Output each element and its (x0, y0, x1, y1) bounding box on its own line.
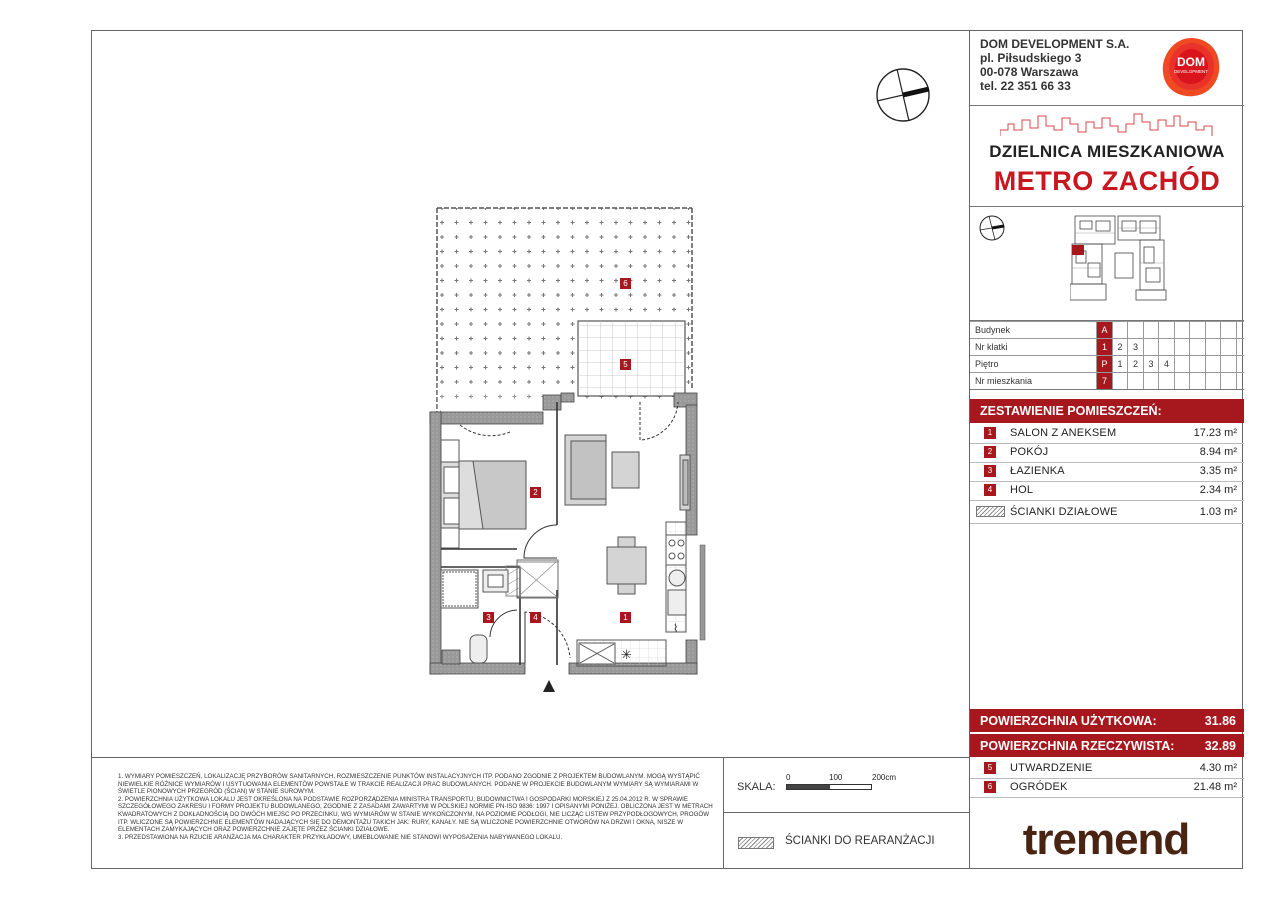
location-grid-label: Piętro (975, 359, 999, 369)
room-area: 17.23 m² (1193, 427, 1237, 439)
location-grid-cell (1189, 356, 1205, 373)
walls-hatch-swatch (976, 506, 1005, 517)
company-city: 00-078 Warszawa (980, 65, 1079, 79)
room-name: OGRÓDEK (1010, 781, 1068, 793)
location-grid-cell: 1 (1112, 356, 1128, 373)
location-grid-cell (1158, 373, 1174, 390)
company-street: pl. Piłsudskiego 3 (980, 51, 1082, 65)
room-name: SALON Z ANEKSEM (1010, 427, 1117, 439)
room-area: 3.35 m² (1199, 465, 1237, 477)
scale-tick-100: 100 (829, 773, 843, 782)
plan-tag-hol: 4 (530, 612, 541, 623)
location-grid-cell (1112, 373, 1128, 390)
terrace-area (578, 321, 685, 396)
usable-area-bar (970, 709, 1244, 732)
footer-divider-h (723, 812, 969, 813)
key-plan-site-icon (1070, 213, 1195, 303)
location-grid-cell: 3 (1127, 339, 1143, 356)
room-row-hol (970, 481, 1244, 501)
footer-divider (91, 757, 969, 758)
location-grid-cell (1236, 373, 1252, 390)
actual-area-value: 32.89 (1204, 739, 1236, 753)
location-grid-cell: 2 (1127, 356, 1143, 373)
tremend-logo: tremend (1022, 815, 1190, 864)
rearrange-legend: ŚCIANKI DO REARANŻACJI (785, 835, 935, 847)
key-plan-compass-icon (976, 213, 1010, 245)
brand-title: METRO ZACHÓD (993, 166, 1221, 196)
room-name: ŁAZIENKA (1010, 465, 1065, 477)
info-panel (969, 30, 1243, 869)
location-grid-cell (1127, 322, 1143, 339)
skyline-icon (1000, 112, 1215, 138)
plan-tag-ogrodek: 6 (620, 278, 631, 289)
location-grid-cell: 1 (1096, 339, 1112, 356)
logo-text-development: DEVELOPMENT (1173, 69, 1208, 74)
location-grid-cell (1143, 373, 1159, 390)
room-number: 1 (984, 427, 996, 439)
location-grid-cell: 3 (1143, 356, 1159, 373)
extra-row-ogrodek (970, 778, 1244, 798)
location-grid-cell (1205, 356, 1221, 373)
location-grid-cell (1143, 322, 1159, 339)
location-grid-cell (1205, 322, 1221, 339)
location-grid-cell (1220, 322, 1236, 339)
location-grid-row (970, 372, 1244, 390)
location-grid-label: Nr klatki (975, 342, 1008, 352)
scale-tick-0: 0 (786, 773, 791, 782)
usable-area-value: 31.86 (1204, 714, 1236, 728)
room-number: 4 (984, 484, 996, 496)
footnote-1: 1. WYMIARY POMIESZCZEŃ, LOKALIZACJĘ PRZYBORÓW SANITARNYCH, ROZMIESZCZENIE PUNKTÓW INSTALACYJNYCH ITP. PODANO ZGODNIE Z PROJEKTEM BUDOWLANYM. MOGĄ WYSTĄPIĆ NIEWIELKIE RÓŻNICE WYMIARÓW I USYTUOWANIA ELEMENTÓW POWSTAŁE W TRAKCIE REALIZACJI PRAC BUDOWLANYCH. PODANE W PROJEKCIE BUDOWLANYM WYMIARY SĄ WYMIARAMI W ŚWIETLE PIONOWYCH PRZEGRÓD (ŚCIAN) W STANIE SUROWYM. (118, 773, 700, 796)
location-grid-cell (1174, 322, 1190, 339)
location-grid-cell (1127, 373, 1143, 390)
location-grid-cell (1236, 356, 1252, 373)
extra-row-utwardzenie (970, 759, 1244, 779)
location-grid-cell (1174, 356, 1190, 373)
location-grid-label: Budynek (975, 325, 1011, 335)
room-area: 4.30 m² (1199, 762, 1237, 774)
room-name: UTWARDZENIE (1010, 762, 1093, 774)
location-grid-label: Nr mieszkania (975, 376, 1033, 386)
room-row-lazienka (970, 462, 1244, 482)
actual-area-label: POWIERZCHNIA RZECZYWISTA: (980, 739, 1175, 753)
footnote-3: 3. PRZEDSTAWIONA NA RZUCIE ARANŻACJA MA CHARAKTER PRZYKŁADOWY, UMEBLOWANIE NIE STANOWI WYPOSAŻENIA NABYWANEGO LOKALU. (118, 833, 563, 841)
location-grid-cell (1205, 339, 1221, 356)
walls-area: 1.03 m² (1199, 506, 1237, 518)
location-grid-cell: 2 (1112, 339, 1128, 356)
room-area: 21.48 m² (1193, 781, 1237, 793)
location-grid-cell (1189, 322, 1205, 339)
usable-area-label: POWIERZCHNIA UŻYTKOWA: (980, 714, 1157, 728)
room-number: 3 (984, 465, 996, 477)
plan-tag-utwardzenie: 5 (620, 359, 631, 370)
plan-tag-pokoj: 2 (530, 487, 541, 498)
plan-tag-lazienka: 3 (483, 612, 494, 623)
room-name: HOL (1010, 484, 1034, 496)
location-grid-cell (1189, 373, 1205, 390)
location-grid-cell (1112, 322, 1128, 339)
location-grid-cell (1220, 373, 1236, 390)
footnote-2: 2. POWIERZCHNIA UŻYTKOWA LOKALU JEST OKREŚLONA NA PODSTAWIE ROZPORZĄDZENIA MINISTRA TRANSPORTU, BUDOWNICTWA I GOSPODARKI MORSKIEJ Z 25.04.2012 R. W SPRAWIE SZCZEGÓŁOWEGO ZAKRESU I FORMY PROJEKTU BUDOWLANEGO, ZGODNIE Z ZASADAMI ZAWARTYMI W POLSKIEJ NORMIE PN-ISO 9836: 1997 I OPISANYMI PONIŻEJ. OBLICZONA JEST W METRACH KWADRATOWYCH Z DOKŁADNOŚCIĄ DO DWÓCH MIEJSC PO PRZECINKU, WG WYMIARÓW W STANIE WYKOŃCZONYM, NA POZIOMIE PODŁOGI, NIE LICZĄC LISTEW PRZYPODŁOGOWYCH, PROGÓW ITP. WLICZONE SĄ POWIERZCHNIE ELEMENTÓW NADAJĄCYCH SIĘ DO DEMONTAŻU TAKICH JAK: RURY, KANAŁY. NIE SĄ WLICZONE POWIERZCHNIE OTWORÓW NA DRZWI I OKNA, NISZE W ELEMENTACH ZAMYKAJĄCYCH ORAZ POWIERZCHNIE ZAJĘTE PRZEZ ŚCIANKI DZIAŁOWE. (118, 795, 713, 834)
location-grid-cell (1220, 339, 1236, 356)
room-area: 8.94 m² (1199, 446, 1237, 458)
company-address (980, 37, 1129, 93)
location-grid-cell (1220, 356, 1236, 373)
location-grid-cell (1205, 373, 1221, 390)
north-arrow-icon (877, 69, 929, 121)
room-area: 2.34 m² (1199, 484, 1237, 496)
rooms-header: ZESTAWIENIE POMIESZCZEŃ: (980, 404, 1162, 418)
room-name: POKÓJ (1010, 446, 1049, 458)
actual-area-bar (970, 734, 1244, 757)
location-grid-cell (1158, 322, 1174, 339)
location-grid-row (970, 355, 1244, 373)
logo-text-dom: DOM (1177, 55, 1205, 69)
location-grid-cell: 4 (1158, 356, 1174, 373)
svg-text:⌇: ⌇ (673, 623, 679, 635)
room-row-walls (970, 501, 1244, 524)
scale-label: SKALA: (737, 781, 776, 793)
scale-bar (786, 784, 872, 790)
rearrange-hatch-swatch (738, 837, 774, 849)
location-grid-cell: A (1096, 322, 1112, 339)
footer-divider-v (723, 757, 724, 869)
entrance-arrow-icon (543, 680, 555, 692)
location-grid-cell (1236, 322, 1252, 339)
location-grid-cell (1236, 339, 1252, 356)
room-row-pokoj (970, 443, 1244, 463)
location-grid-cell: P (1096, 356, 1112, 373)
plan-tag-salon: 1 (620, 612, 631, 623)
room-row-salon (970, 424, 1244, 444)
company-name: DOM DEVELOPMENT S.A. (980, 37, 1130, 51)
company-phone: tel. 22 351 66 33 (980, 79, 1071, 93)
walls-name: ŚCIANKI DZIAŁOWE (1010, 506, 1118, 518)
room-number: 2 (984, 446, 996, 458)
brand-subtitle: DZIELNICA MIESZKANIOWA (989, 142, 1225, 161)
location-grid-row (970, 338, 1244, 356)
rooms-header-bar (970, 399, 1244, 423)
scale-tick-200: 200cm (872, 773, 897, 782)
location-grid-row (970, 321, 1244, 339)
location-grid-cell (1189, 339, 1205, 356)
location-grid-cell (1143, 339, 1159, 356)
footnotes (118, 773, 716, 841)
room-number: 5 (984, 762, 996, 774)
location-grid-cell (1158, 339, 1174, 356)
location-grid-cell (1174, 373, 1190, 390)
location-grid-cell: 7 (1096, 373, 1112, 390)
room-number: 6 (984, 781, 996, 793)
location-grid-cell (1174, 339, 1190, 356)
svg-text:✳: ✳ (621, 647, 632, 662)
